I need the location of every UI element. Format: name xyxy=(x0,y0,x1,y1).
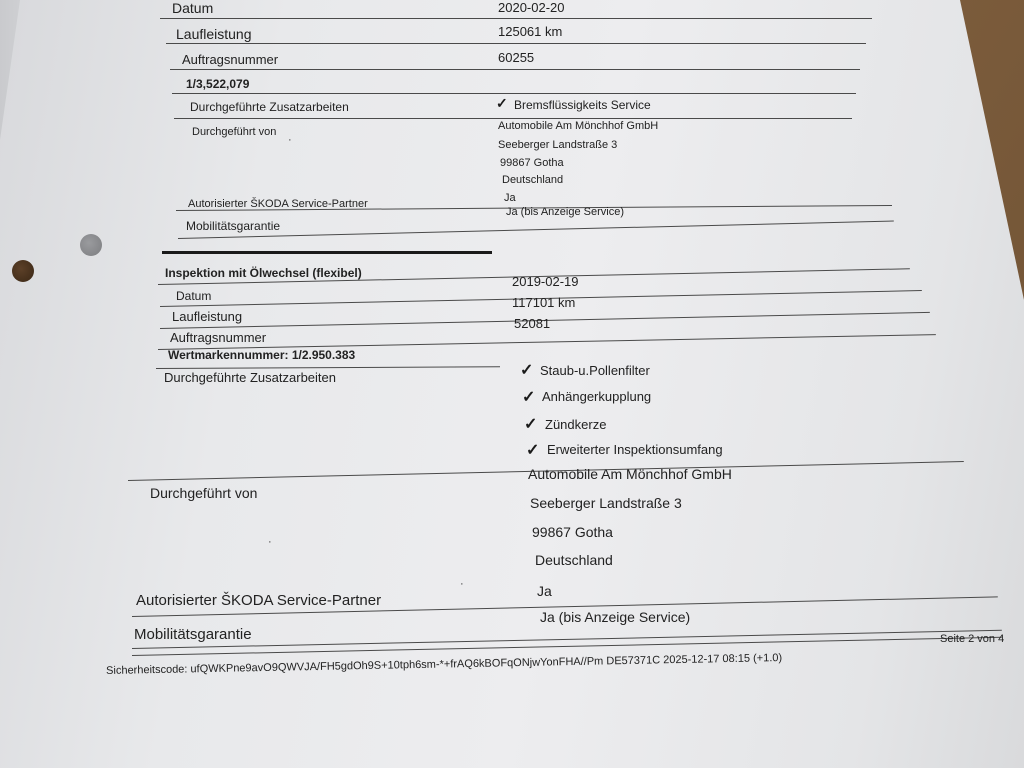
address-line: Seeberger Landstraße 3 xyxy=(530,495,682,511)
mobil-value: Ja (bis Anzeige Service) xyxy=(540,609,691,625)
partner-label: Autorisierter ŠKODA Service-Partner xyxy=(188,198,368,210)
datum-value: 2019-02-19 xyxy=(512,274,579,289)
security-code: Sicherheitscode: ufQWKPne9avO9QWVJA/FH5gdOh9S+10tph6sm-*+frAQ6kBOFqONjwYonFHA//Pm DE57371C 2025-12-17 08:15 (+1.0) xyxy=(106,652,783,677)
punch-hole xyxy=(12,260,34,282)
durchgefuehrt-label: Durchgeführt von xyxy=(192,126,277,138)
laufleistung-value: 125061 km xyxy=(498,24,563,39)
zusatz-label: Durchgeführte Zusatzarbeiten xyxy=(164,370,336,385)
paper-mark: · xyxy=(460,578,464,590)
partner-label: Autorisierter ŠKODA Service-Partner xyxy=(136,592,382,609)
mobil-value: Ja (bis Anzeige Service) xyxy=(506,206,624,218)
zusatz-label: Durchgeführte Zusatzarbeiten xyxy=(190,100,349,114)
datum-label: Datum xyxy=(172,0,214,16)
address-line: 99867 Gotha xyxy=(532,524,613,540)
datum-value: 2020-02-20 xyxy=(498,0,565,15)
section-heading: Inspektion mit Ölwechsel (flexibel) xyxy=(165,266,362,280)
auftrag-value: 52081 xyxy=(514,316,551,331)
zusatz-item: Bremsflüssigkeits Service xyxy=(514,98,651,112)
check-icon: ✓ xyxy=(496,95,508,111)
partner-value: Ja xyxy=(504,192,516,204)
address-line: Automobile Am Mönchhof GmbH xyxy=(498,120,659,132)
laufleistung-value: 117101 km xyxy=(512,295,576,310)
durchgefuehrt-label: Durchgeführt von xyxy=(150,485,258,501)
row-divider xyxy=(170,69,860,70)
check-icon: ✓ xyxy=(524,416,538,433)
address-line: 99867 Gotha xyxy=(500,157,564,169)
row-divider xyxy=(174,118,852,119)
check-icon: ✓ xyxy=(520,362,534,379)
address-line: Deutschland xyxy=(535,552,613,568)
address-line: Automobile Am Mönchhof GmbH xyxy=(528,466,732,482)
datum-label: Datum xyxy=(176,289,212,303)
mobil-label: Mobilitätsgarantie xyxy=(134,626,252,643)
zusatz-item: Erweiterter Inspektionsumfang xyxy=(547,442,723,457)
punch-hole xyxy=(80,234,102,256)
auftrag-label: Auftragsnummer xyxy=(182,52,279,67)
check-icon: ✓ xyxy=(526,442,540,459)
auftrag-value: 60255 xyxy=(498,50,535,65)
section-divider xyxy=(162,251,492,254)
row-divider xyxy=(166,43,866,44)
address-line: Deutschland xyxy=(502,174,564,186)
laufleistung-label: Laufleistung xyxy=(172,309,243,324)
partner-value: Ja xyxy=(537,583,552,599)
row-divider xyxy=(160,18,872,19)
auftrag-label: Auftragsnummer xyxy=(170,330,267,345)
mobil-label: Mobilitätsgarantie xyxy=(186,219,281,233)
zusatz-item: Staub-u.Pollenfilter xyxy=(540,363,650,378)
wertmarke: Wertmarkennummer: 1/2.950.383 xyxy=(168,348,356,362)
page-number: Seite 2 von 4 xyxy=(940,633,1005,645)
wertmarke: 1/3,522,079 xyxy=(186,77,250,91)
zusatz-item: Anhängerkupplung xyxy=(542,389,652,404)
zusatz-item: Zündkerze xyxy=(545,417,607,432)
check-icon: ✓ xyxy=(522,389,536,406)
paper-mark: · xyxy=(268,536,272,548)
address-line: Seeberger Landstraße 3 xyxy=(498,139,618,151)
row-divider xyxy=(172,93,856,94)
paper-mark: · xyxy=(288,134,292,146)
laufleistung-label: Laufleistung xyxy=(176,26,252,42)
